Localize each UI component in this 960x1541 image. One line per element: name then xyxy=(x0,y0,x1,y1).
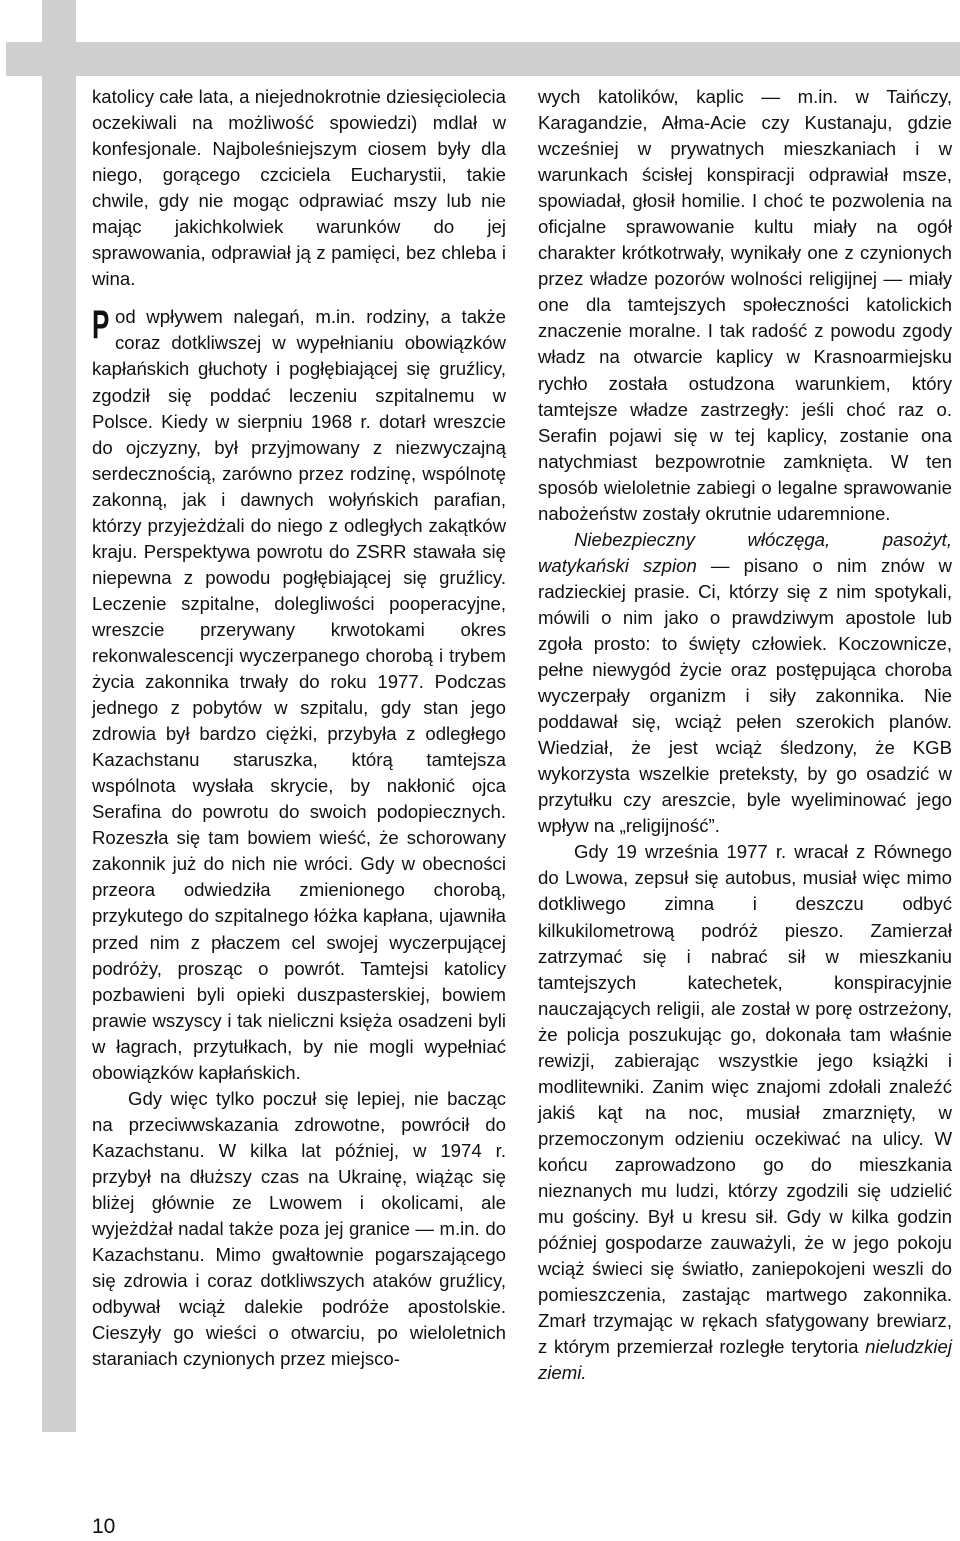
right-paragraph-3 xyxy=(538,839,952,1386)
left-paragraph-2-text: od wpływem nalegań, m.in. rodziny, a także coraz dotkliwszej w wypełnianiu obowiązków kapłańskich głuchoty i pogłębiającej się gruźlicy, zgodził się poddać leczeniu szpitalnemu w Polsce. Kiedy w sierpniu 1968 r. dotarł wreszcie do ojczyzny, był przyjmowany z niezwyczajną serdecznością, zarówno przez rodzinę, wspólnotę zakonną, jak i dawnych wołyńskich parafian, którzy przyjeżdżali do niego z odległych zakątków kraju. Perspektywa powrotu do ZSRR stawała się niepewna z powodu pogłębiającej się gruźlicy. Leczenie szpitalne, dolegliwości pooperacyjne, wreszcie przerywany krwotokami okres rekonwalescencji wyczerpanego chorobą i trybem życia zakonnika trwały do roku 1977. Podczas jednego z pobytów w szpitalu, gdy stan jego zdrowia był bardzo ciężki, przybyła z odległego Kazachstanu staruszka, którą tamtejsza wspólnota wysłała skrycie, by nakłonić ojca Serafina do powrotu do swoich podopiecznych. Rozeszła się tam bowiem wieść, że schorowany zakonnik już do nich nie wróci. Gdy w obecności przeora odwiedziła zmienionego chorobą, przykutego do szpitalnego łóżka kapłana, ujawniła przed nim z płaczem cel swojej wyczerpującej podróży, prosząc o powrót. Tamtejsi katolicy pozbawieni byli opieki duszpasterskiej, bowiem prawie wszyscy i tak nieliczni księża osadzeni byli w łagrach, przytułkach, by nie mogli wypełniać obowiązków kapłańskich. xyxy=(92,306,506,1083)
left-paragraph-2 xyxy=(92,304,506,1085)
left-paragraph-3: Gdy więc tylko poczuł się lepiej, nie bacząc na przeciwwskazania zdrowotne, powrócił do Kazachstanu. W kilka lat później, w 1974 r. przybył na dłuższy czas na Ukrainę, wiążąc się bliżej głównie ze Lwowem i okolicami, ale wyjeżdżał nadal także poza jej granice — m.in. do Kazachstanu. Mimo gwałtownie pogarszającego się zdrowia i coraz dotkliwszych ataków gruźlicy, odbywał wciąż dalekie podróże apostolskie. Cieszyły go wieści o otwarciu, po wieloletnich staraniach czynionych przez miejsco- xyxy=(92,1087,506,1370)
right-paragraph-1: wych katolików, kaplic — m.in. w Taińczy, Karagandzie, Ałma-Acie czy Kustanaju, gdzie wcześniej w prywatnych mieszkaniach i w warunkach ścisłej konspiracji odprawiał msze, spowiadał, głosił homilie. I choć te pozwolenia na oficjalne sprawowanie kultu miały na ogół charakter krótkotrwały, wynikały one z czynionych przez władze pozorów wolności religijnej — miały one dla tamtejszych społeczności katolickich znaczenie moralne. I tak radość z powodu zgody władz na otwarcie kaplicy w Krasnoarmiejsku rychło została ostudzona warunkiem, który tamtejsze władze zastrzegły: jeśli choć raz o. Serafin pojawi się w tej kaplicy, zostanie ona natychmiast bezpowrotnie zamknięta. W ten sposób wieloletnie zabiegi o legalne sprawowanie nabożeństw zostały okrutnie udaremnione. xyxy=(538,86,952,524)
drop-cap: P xyxy=(92,303,110,348)
right-column xyxy=(538,84,952,1386)
right-paragraph-2-italic: Niebezpieczny włóczęga, pasożyt, watykański szpion xyxy=(538,528,952,576)
left-column xyxy=(92,84,506,1372)
right-paragraph-2 xyxy=(538,527,952,840)
right-paragraph-3-text: Gdy 19 września 1977 r. wracał z Równego do Lwowa, zepsuł się autobus, musiał więc mimo dotkliwego zimna i deszczu odbyć kilkukilometrową podróż pieszo. Zamierzał zatrzymać się i nabrać sił w mieszkaniu tamtejszych katechetek, konspiracyjnie nauczających religii, ale został w porę ostrzeżony, że policja poszukując go, dokonała tam właśnie rewizji, zabierając wszystkie jego książki i modlitewniki. Zanim więc znajomi zdołali znaleźć jakiś kąt na noc, musiał zmarznięty, w przemoczonym odzieniu oczekiwać na ulicy. W końcu zaprowadzono go do mieszkania nieznanych mu ludzi, którzy zgodzili się udzielić mu gościny. Był u kresu sił. Gdy w kilka godzin później gospodarze zauważyli, że w jego pokoju wciąż świeci się światło, zaniepokojeni weszli do pomieszczenia, zastając martwego zakonnika. Zmarł trzymając w rękach sfatygowany brewiarz, z którym przemierzał rozległe terytoria xyxy=(538,841,952,1358)
left-paragraph-1: katolicy całe lata, a niejednokrotnie dziesięciolecia oczekiwali na możliwość spowiedzi) mdlał w konfesjonale. Najboleśniejszym ciosem były dla niego, gorącego czciciela Eucharystii, takie chwile, gdy nie mogąc odprawiać mszy lub nie mając jakichkolwiek warunków do jej sprawowania, odprawiał ją z pamięci, bez chleba i wina. xyxy=(92,86,506,290)
decorative-cross-vertical xyxy=(42,0,76,1432)
page-number: 10 xyxy=(92,1515,116,1538)
right-paragraph-2-text: — pisano o nim znów w radzieckiej prasie. Ci, którzy się z nim spotykali, mówili o nim jako o prawdziwym apostole lub zgoła prosto: to święty człowiek. Koczownicze, pełne niewygód życie oraz postępująca choroba wyczerpały organizm i siły zakonnika. Nie poddawał się, wciąż pełen szerokich planów. Wiedział, że jest wciąż śledzony, że KGB wykorzysta wszelkie preteksty, by go osadzić w przytułku czy areszcie, byle wyeliminować jego wpływ na „religijność”. xyxy=(538,554,952,837)
decorative-cross-horizontal xyxy=(6,42,960,76)
right-paragraph-3-italic: nieludzkiej ziemi. xyxy=(538,1336,952,1384)
